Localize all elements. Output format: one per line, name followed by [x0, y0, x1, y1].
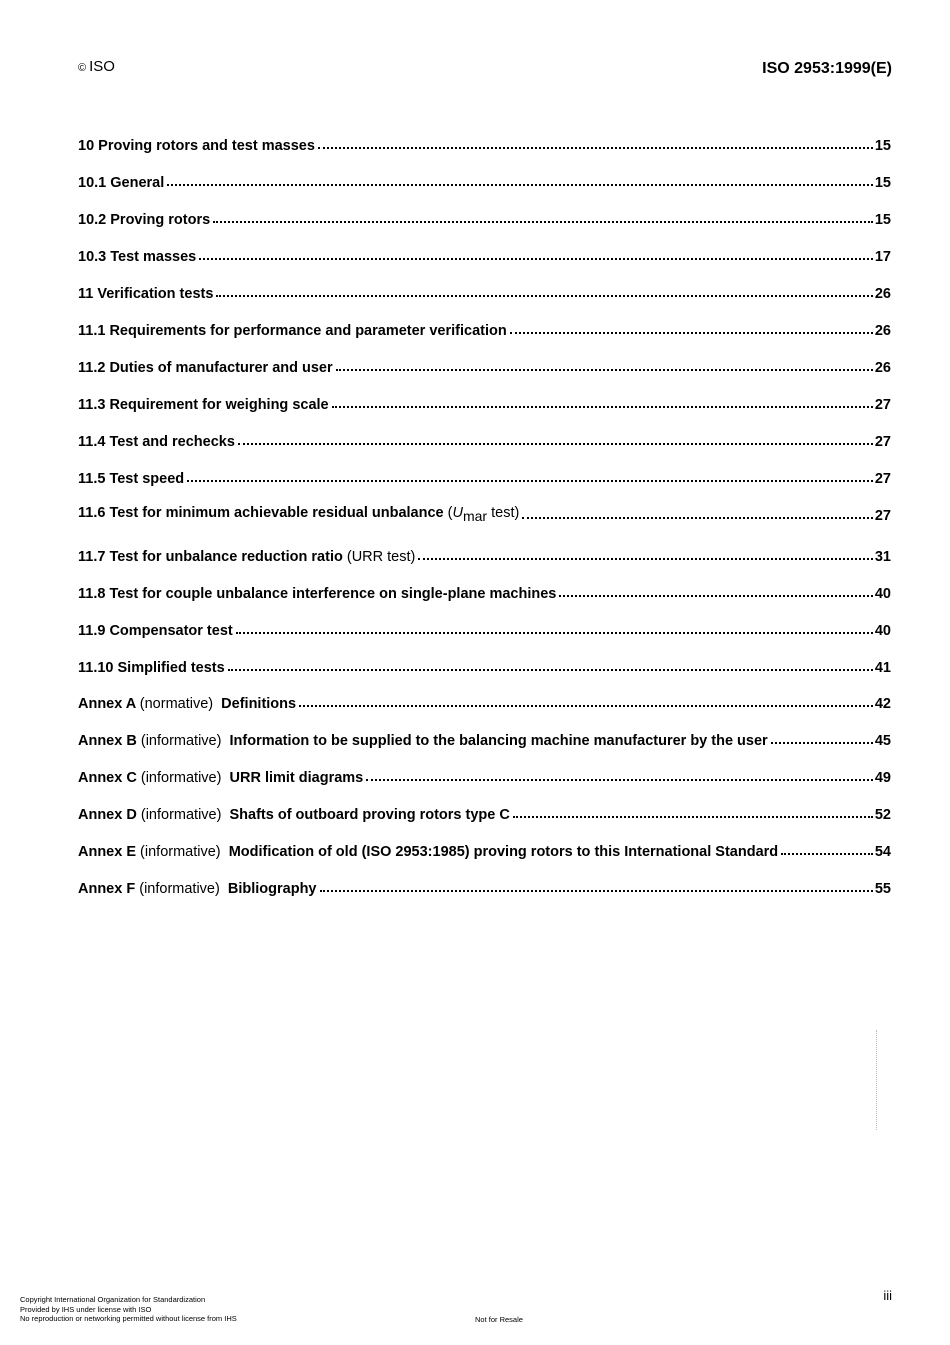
toc-entry-title — [78, 807, 510, 823]
toc-entry-title: 10 Proving rotors and test masses — [78, 138, 315, 154]
toc-annex-entry[interactable] — [78, 762, 891, 786]
toc-entry-title: 10.2 Proving rotors — [78, 212, 211, 228]
annex-title: Bibliography — [227, 881, 317, 897]
dot-leader — [318, 146, 873, 149]
toc-entry-paren-open: ( — [447, 505, 453, 522]
header-org — [78, 58, 115, 75]
annex-title: URR limit diagrams — [229, 770, 364, 786]
annex-kind: (informative) — [140, 770, 222, 786]
side-marking — [876, 1030, 881, 1130]
footer-line: Copyright International Organization for Standardization — [20, 1295, 206, 1304]
toc-entry-title: 11.10 Simplified tests — [78, 660, 225, 676]
annex-label: Annex C — [78, 770, 137, 786]
annex-kind: (informative) — [139, 881, 220, 897]
toc-entry-subscript: mar — [462, 508, 488, 524]
footer-line: Provided by IHS under license with ISO — [20, 1304, 152, 1314]
dot-leader — [510, 331, 873, 334]
annex-title: Modification of old (ISO 2953:1985) proving rotors to this International Standard — [228, 844, 779, 860]
org-name: ISO — [89, 58, 115, 75]
toc-entry-page: 27 — [874, 397, 891, 413]
annex-title: Shafts of outboard proving rotors type C — [229, 807, 510, 823]
toc-entry-paren-rest: test) — [487, 505, 520, 522]
toc-entry-title: 11.1 Requirements for performance and parameter verification — [78, 323, 507, 339]
toc-entry-title — [78, 733, 768, 749]
dot-leader — [418, 557, 873, 560]
toc-entry-title: 11.5 Test speed — [78, 471, 185, 487]
dot-leader — [187, 479, 873, 482]
toc-entry[interactable] — [78, 204, 891, 228]
toc-entry-title — [78, 881, 317, 897]
toc-entry-page: 17 — [874, 249, 891, 265]
toc-entry-page: 54 — [874, 844, 891, 860]
toc-entry-main-title: 11.7 Test for unbalance reduction ratio — [78, 549, 343, 565]
toc-entry-title: 11.4 Test and rechecks — [78, 434, 235, 450]
toc-entry-page: 15 — [874, 175, 891, 191]
toc-entry[interactable] — [78, 389, 891, 413]
toc-entry-main-title: 11.6 Test for minimum achievable residual unbalance — [78, 505, 444, 522]
dot-leader — [199, 257, 873, 260]
dot-leader — [299, 704, 873, 707]
toc-entry-page: 27 — [874, 434, 891, 450]
toc-entry[interactable] — [78, 578, 891, 602]
dot-leader — [522, 516, 873, 519]
toc-entry-page: 31 — [874, 549, 891, 565]
dot-leader — [216, 294, 872, 297]
dot-leader — [336, 368, 873, 371]
toc-entry-page: 41 — [874, 660, 891, 676]
toc-entry-page: 27 — [874, 508, 891, 524]
annex-title: Information to be supplied to the balancing machine manufacturer by the user — [229, 733, 768, 749]
toc-entry-page: 15 — [874, 212, 891, 228]
toc-annex-entry[interactable] — [78, 836, 891, 860]
toc-entry-page: 26 — [874, 323, 891, 339]
not-for-resale: Not for Resale — [475, 1315, 523, 1324]
toc-entry-title — [78, 505, 519, 524]
annex-kind: (informative) — [140, 844, 221, 860]
annex-label: Annex F — [78, 881, 136, 897]
dot-leader — [213, 220, 873, 223]
toc-entry-title: 11.3 Requirement for weighing scale — [78, 397, 329, 413]
toc-entry-page: 26 — [874, 286, 891, 302]
toc-entry[interactable] — [78, 167, 891, 191]
annex-label: Annex D — [78, 807, 137, 823]
toc-entry-title — [78, 844, 778, 860]
toc-entry[interactable] — [78, 541, 891, 565]
toc-entry-title: 11 Verification tests — [78, 286, 214, 302]
toc-entry[interactable] — [78, 278, 891, 302]
dot-leader — [781, 852, 873, 855]
copyright-symbol: © — [78, 62, 87, 74]
toc-entry-page: 40 — [874, 623, 891, 639]
toc-entry-symbol: U — [452, 505, 463, 522]
toc-entry-page: 15 — [874, 138, 891, 154]
toc-entry[interactable] — [78, 352, 891, 376]
toc-entry-title: 10.3 Test masses — [78, 249, 197, 265]
footer-copyright — [20, 1295, 237, 1324]
dot-leader — [320, 889, 873, 892]
toc-entry-title — [78, 549, 415, 565]
dot-leader — [559, 594, 872, 597]
toc-entry-page: 42 — [874, 696, 891, 712]
toc-entry-page: 52 — [874, 807, 891, 823]
toc-entry-title: 11.8 Test for couple unbalance interference on single-plane machines — [78, 586, 557, 602]
standard-number: ISO 2953:1999(E) — [762, 60, 892, 77]
toc-entry-title — [78, 770, 363, 786]
page-number: iii — [883, 1288, 892, 1303]
dot-leader — [167, 183, 873, 186]
toc-entry-title: 11.2 Duties of manufacturer and user — [78, 360, 333, 376]
toc-entry[interactable] — [78, 615, 891, 639]
footer-line: No reproduction or networking permitted without license from IHS — [20, 1314, 237, 1323]
annex-label: Annex E — [78, 844, 137, 860]
dot-leader — [366, 778, 873, 781]
toc-entry-title: 11.9 Compensator test — [78, 623, 233, 639]
dot-leader — [236, 631, 873, 634]
toc-entry[interactable] — [78, 500, 891, 524]
toc-entry-title — [78, 696, 296, 712]
toc-annex-entry[interactable] — [78, 873, 891, 897]
dot-leader — [513, 815, 873, 818]
toc-entry-page: 55 — [874, 881, 891, 897]
toc-entry[interactable] — [78, 463, 891, 487]
annex-title: Definitions — [221, 696, 297, 712]
toc-entry[interactable] — [78, 130, 891, 154]
toc-annex-entry[interactable] — [78, 688, 891, 712]
dot-leader — [228, 668, 873, 671]
annex-kind: (informative) — [140, 807, 222, 823]
toc-entry-page: 27 — [874, 471, 891, 487]
toc-entry[interactable] — [78, 426, 891, 450]
annex-kind: (normative) — [139, 696, 214, 712]
toc-annex-entry[interactable] — [78, 725, 891, 749]
toc-entry-page: 49 — [874, 770, 891, 786]
dot-leader — [238, 442, 873, 445]
toc-entry[interactable] — [78, 241, 891, 265]
toc-entry-title: 10.1 General — [78, 175, 165, 191]
toc-entry-note: (URR test) — [346, 549, 416, 565]
toc-annex-entry[interactable] — [78, 799, 891, 823]
dot-leader — [332, 405, 873, 408]
dot-leader — [771, 741, 873, 744]
toc-entry[interactable] — [78, 652, 891, 676]
toc-entry-page: 40 — [874, 586, 891, 602]
toc-entry[interactable] — [78, 315, 891, 339]
toc-entry-page: 45 — [874, 733, 891, 749]
toc-entry-page: 26 — [874, 360, 891, 376]
annex-kind: (informative) — [140, 733, 222, 749]
annex-label: Annex B — [78, 733, 137, 749]
annex-label: Annex A — [78, 696, 136, 712]
